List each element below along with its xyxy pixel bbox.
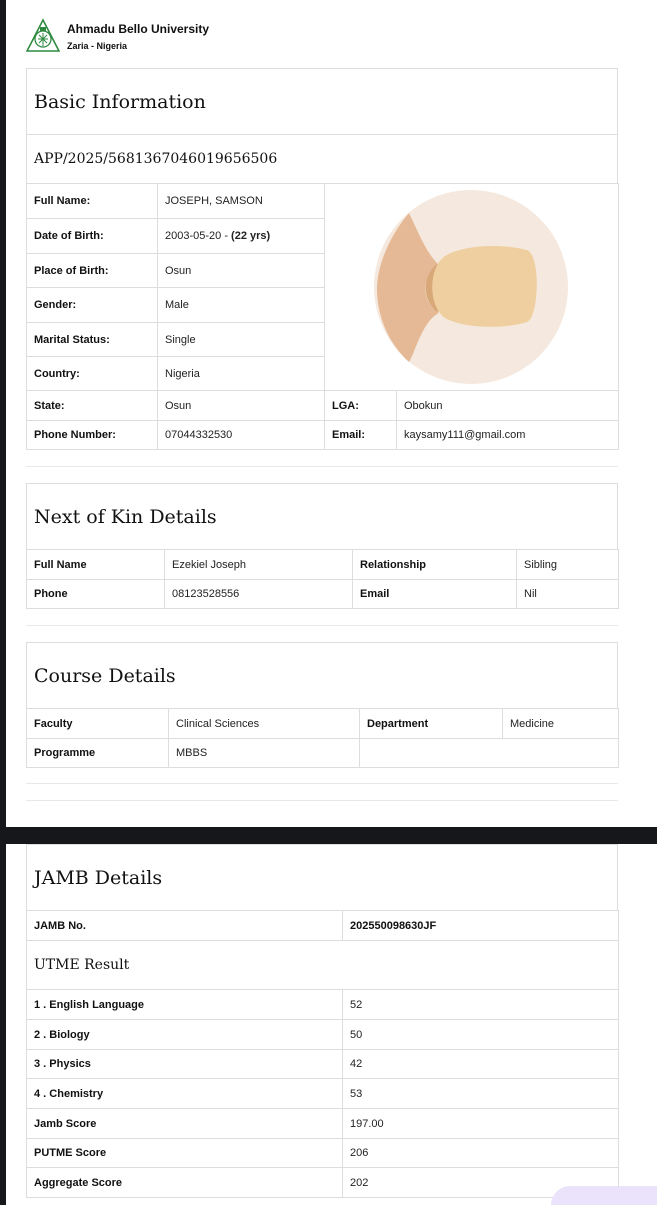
gender-value: Male (158, 288, 325, 323)
jamb-no-label: JAMB No. (27, 911, 343, 941)
putme-score-label: PUTME Score (27, 1139, 343, 1168)
basic-info-title: Basic Information (26, 68, 618, 134)
course-details-table (26, 708, 619, 768)
gender-label: Gender: (27, 288, 158, 323)
programme-label: Programme (27, 739, 169, 768)
country-label: Country: (27, 357, 158, 391)
table-row (27, 184, 619, 219)
phone-label: Phone Number: (27, 421, 158, 450)
dob-label: Date of Birth: (27, 219, 158, 254)
university-location: Zaria - Nigeria (67, 40, 128, 51)
lga-label: LGA: (325, 391, 397, 421)
dob-value (158, 219, 325, 254)
section-divider (26, 800, 618, 801)
basic-info-table (26, 183, 619, 450)
table-row (27, 1168, 619, 1198)
jamb-score-value: 197.00 (343, 1109, 619, 1139)
country-value: Nigeria (158, 357, 325, 391)
jamb-score-label: Jamb Score (27, 1109, 343, 1139)
state-label: State: (27, 391, 158, 421)
kin-phone-label: Phone (27, 580, 165, 609)
lga-value: Obokun (397, 391, 619, 421)
email-value: kaysamy111@gmail.com (397, 421, 619, 450)
faculty-value: Clinical Sciences (169, 709, 360, 739)
next-of-kin-title: Next of Kin Details (26, 483, 618, 549)
section-divider (26, 625, 618, 626)
subject-label: 4 . Chemistry (27, 1079, 343, 1109)
table-row (27, 990, 619, 1020)
table-row (27, 391, 619, 421)
place-of-birth-label: Place of Birth: (27, 254, 158, 288)
phone-value: 07044332530 (158, 421, 325, 450)
jamb-no-value: 202550098630JF (343, 911, 619, 941)
kin-email-value: Nil (517, 580, 619, 609)
state-value: Osun (158, 391, 325, 421)
full-name-label: Full Name: (27, 184, 158, 219)
university-header (26, 16, 209, 56)
photo-cell (325, 184, 619, 391)
table-row (27, 1050, 619, 1079)
table-row (27, 1079, 619, 1109)
kin-phone-value: 08123528556 (165, 580, 353, 609)
table-row (27, 911, 619, 941)
empty-cell (360, 739, 619, 768)
kin-full-name-value: Ezekiel Joseph (165, 550, 353, 580)
jamb-details-table (26, 910, 619, 1198)
aggregate-score-value: 202 (343, 1168, 619, 1198)
subject-label: 1 . English Language (27, 990, 343, 1020)
utme-result-title: UTME Result (34, 957, 130, 973)
utme-result-heading (27, 941, 619, 990)
subject-label: 2 . Biology (27, 1020, 343, 1050)
email-label: Email: (325, 421, 397, 450)
table-row (27, 421, 619, 450)
marital-status-value: Single (158, 323, 325, 357)
section-divider (26, 783, 618, 784)
kin-email-label: Email (353, 580, 517, 609)
place-of-birth-value: Osun (158, 254, 325, 288)
subject-label: 3 . Physics (27, 1050, 343, 1079)
aggregate-score-label: Aggregate Score (27, 1168, 343, 1198)
age-text: (22 yrs) (231, 230, 271, 242)
programme-value: MBBS (169, 739, 360, 768)
application-number: APP/2025/5681367046019656506 (34, 151, 278, 167)
marital-status-label: Marital Status: (27, 323, 158, 357)
photo-placeholder-icon (325, 184, 617, 390)
subject-score: 42 (343, 1050, 619, 1079)
university-title-block (67, 22, 209, 51)
faculty-label: Faculty (27, 709, 169, 739)
subject-score: 50 (343, 1020, 619, 1050)
putme-score-value: 206 (343, 1139, 619, 1168)
table-row (27, 709, 619, 739)
table-row (27, 739, 619, 768)
full-name-value: JOSEPH, SAMSON (158, 184, 325, 219)
table-row (27, 1109, 619, 1139)
page-break-band (0, 827, 657, 844)
university-name: Ahmadu Bello University (67, 21, 210, 36)
table-row (27, 941, 619, 990)
left-dark-edge (0, 0, 6, 1205)
kin-relationship-value: Sibling (517, 550, 619, 580)
application-number-row (26, 134, 618, 183)
section-divider (26, 466, 618, 467)
kin-full-name-label: Full Name (27, 550, 165, 580)
course-details-title: Course Details (26, 642, 618, 708)
subject-score: 52 (343, 990, 619, 1020)
chat-widget-button[interactable] (551, 1186, 657, 1205)
department-value: Medicine (503, 709, 619, 739)
kin-relationship-label: Relationship (353, 550, 517, 580)
next-of-kin-table (26, 549, 619, 609)
jamb-details-title: JAMB Details (26, 844, 618, 910)
table-row (27, 550, 619, 580)
table-row (27, 580, 619, 609)
table-row (27, 1020, 619, 1050)
department-label: Department (360, 709, 503, 739)
abu-crest-icon (26, 18, 60, 54)
subject-score: 53 (343, 1079, 619, 1109)
dob-date: 2003-05-20 - (165, 230, 232, 242)
table-row (27, 1139, 619, 1168)
